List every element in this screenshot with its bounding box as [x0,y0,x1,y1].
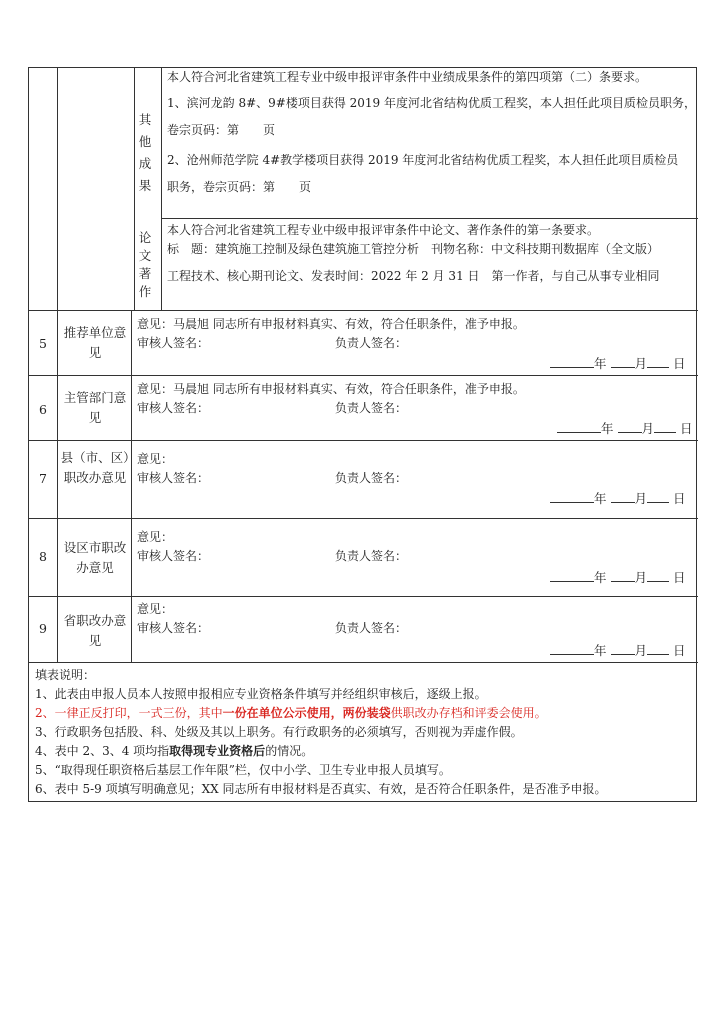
year-blank[interactable] [557,420,601,433]
date-field[interactable] [550,641,686,659]
other-achievements-label-char: 其 [138,112,152,127]
grid-line [29,440,698,441]
other-achievements-text: 2、沧州师范学院 4#教学楼项目获得 2019 年度河北省结构优质工程奖，本人担任此项目质检员 [167,153,679,167]
other-achievements-label-char: 成 [138,156,152,171]
instruction-emphasis: 一份在单位公示使用，两份装袋 [222,706,391,720]
grid-line [29,375,698,376]
row-category-label: 县（市、区）职改办意见 [60,450,130,485]
grid-line [161,68,162,310]
instruction-text: 供职改办存档和评委会使用。 [390,706,547,720]
year-label: 年 [594,356,607,371]
day-label: 日 [673,643,686,658]
day-blank[interactable] [647,642,669,655]
instruction-text: 4、表中 2、3、4 项均指 [35,744,170,758]
grid-line [29,310,698,311]
instruction-item [35,744,313,759]
row-number: 7 [39,471,47,486]
date-field[interactable] [550,354,686,372]
row-number: 9 [39,621,47,636]
grid-line [161,218,698,219]
month-label: 月 [634,491,648,506]
other-achievements-label-char: 他 [138,134,152,149]
instruction-item-red [35,706,547,721]
other-achievements-text: 卷宗页码：第 页 [167,123,276,137]
papers-text: 本人符合河北省建筑工程专业中级申报评审条件中论文、著作条件的第一条要求。 [167,223,600,237]
row-category-label: 推荐单位意见 [63,325,127,360]
reviewer-signature-label: 审核人签名： [137,401,210,415]
row-category-label: 主管部门意见 [63,390,127,425]
instruction-item: 6、表中 5-9 项填写明确意见；XX 同志所有申报材料是否真实、有效，是否符合任职条件，是否准予申报。 [35,782,607,796]
month-label: 月 [634,356,648,371]
instructions-title: 填表说明： [35,668,96,682]
opinion-text: 意见： [137,452,174,466]
year-blank[interactable] [550,490,594,503]
day-blank[interactable] [654,420,676,433]
day-blank[interactable] [647,355,669,368]
reviewer-signature-label: 审核人签名： [137,336,210,350]
opinion-text: 意见：马晨旭 同志所有申报材料真实、有效，符合任职条件，准予申报。 [137,317,525,331]
other-achievements-text: 1、滨河龙韵 8#、9#楼项目获得 2019 年度河北省结构优质工程奖，本人担任此项目质检员职务， [167,96,696,110]
papers-label-char: 文 [138,248,152,263]
row-category-label: 设区市职改办意见 [63,540,127,575]
year-label: 年 [594,491,607,506]
other-achievements-text: 本人符合河北省建筑工程专业中级申报评审条件中业绩成果条件的第四项第（二）条要求。 [167,70,648,84]
other-achievements-label-char: 果 [138,178,152,193]
day-label: 日 [680,421,693,436]
row-number: 6 [39,402,47,417]
row-number: 8 [39,549,47,564]
row-category-label: 省职改办意见 [63,613,127,648]
month-label: 月 [634,570,648,585]
evaluation-form-table [28,67,697,802]
grid-line [57,68,58,310]
year-blank[interactable] [550,355,594,368]
day-label: 日 [673,491,686,506]
instruction-item: 1、此表由申报人员本人按照申报相应专业资格条件填写并经组织审核后，逐级上报。 [35,687,487,701]
month-blank[interactable] [611,569,635,582]
reviewer-signature-label: 审核人签名： [137,549,210,563]
reviewer-signature-label: 审核人签名： [137,471,210,485]
year-label: 年 [601,421,614,436]
other-achievements-text: 职务，卷宗页码：第 页 [167,180,312,194]
grid-line [29,662,698,663]
leader-signature-label: 负责人签名： [335,401,408,415]
day-label: 日 [673,570,686,585]
day-blank[interactable] [647,490,669,503]
date-field[interactable] [550,568,686,586]
instruction-text: 2、一律正反打印，一式三份，其中 [35,706,223,720]
instruction-text: 的情况。 [265,744,314,758]
day-blank[interactable] [647,569,669,582]
month-label: 月 [634,643,648,658]
year-label: 年 [594,570,607,585]
papers-text: 工程技术、核心期刊论文、发表时间：2022 年 2 月 31 日 第一作者，与自己从事专业相同 [167,269,660,283]
grid-line [29,518,698,519]
day-label: 日 [673,356,686,371]
grid-line [29,596,698,597]
date-field[interactable] [557,419,693,437]
year-blank[interactable] [550,569,594,582]
papers-label-char: 著 [138,266,152,281]
leader-signature-label: 负责人签名： [335,336,408,350]
papers-label-char: 作 [138,284,152,299]
year-blank[interactable] [550,642,594,655]
month-blank[interactable] [611,490,635,503]
opinion-text: 意见： [137,530,174,544]
leader-signature-label: 负责人签名： [335,471,408,485]
papers-text: 标 题：建筑施工控制及绿色建筑施工管控分析 刊物名称：中文科技期刊数据库（全文版） [167,242,660,256]
leader-signature-label: 负责人签名： [335,621,408,635]
instruction-item: 5、“取得现任职资格后基层工作年限”栏，仅中小学、卫生专业申报人员填写。 [35,763,451,777]
row-number: 5 [39,336,47,351]
month-blank[interactable] [618,420,642,433]
opinion-text: 意见：马晨旭 同志所有申报材料真实、有效，符合任职条件，准予申报。 [137,382,525,396]
papers-label-char: 论 [138,230,152,245]
leader-signature-label: 负责人签名： [335,549,408,563]
month-label: 月 [641,421,655,436]
month-blank[interactable] [611,355,635,368]
date-field[interactable] [550,489,686,507]
year-label: 年 [594,643,607,658]
instruction-emphasis: 取得现专业资格后 [169,744,266,758]
reviewer-signature-label: 审核人签名： [137,621,210,635]
month-blank[interactable] [611,642,635,655]
grid-line [134,68,135,310]
instruction-item: 3、行政职务包括股、科、处级及其以上职务。有行政职务的必须填写，否则视为弄虚作假。 [35,725,523,739]
opinion-text: 意见： [137,602,174,616]
